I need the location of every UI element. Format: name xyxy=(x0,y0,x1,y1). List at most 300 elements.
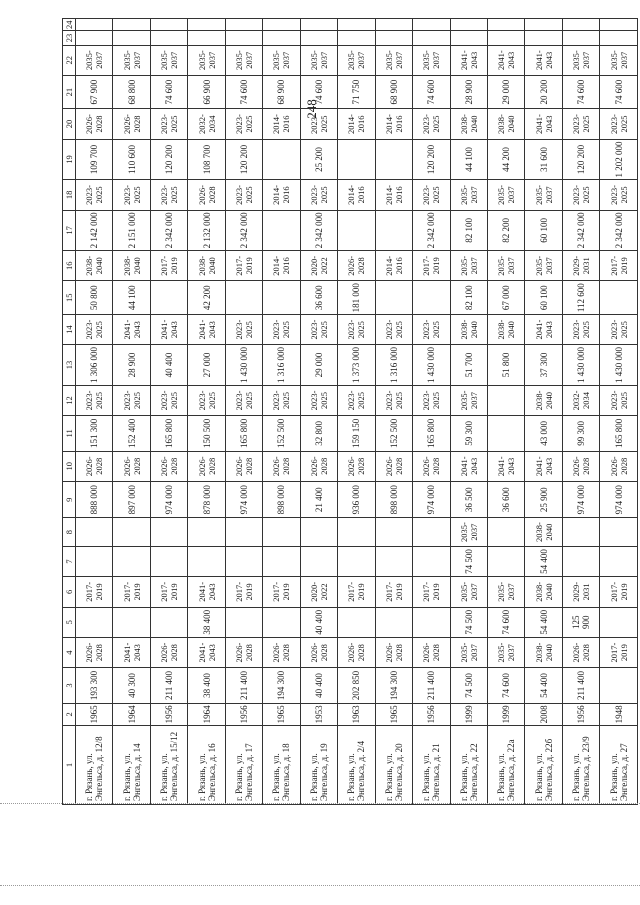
table-cell: 1963 xyxy=(338,703,375,725)
table-cell: 2017-2019 xyxy=(150,251,187,281)
table-row xyxy=(413,19,450,805)
table-cell: 28 900 xyxy=(450,75,487,108)
table-cell: 2035-2037 xyxy=(487,180,524,210)
table-cell: 898 000 xyxy=(263,481,300,517)
table-cell xyxy=(188,19,225,31)
table-row xyxy=(375,19,412,805)
table-cell: 50 800 xyxy=(76,281,113,314)
table-cell: 2017-2019 xyxy=(413,251,450,281)
table-cell: 2014-2016 xyxy=(338,109,375,139)
table-row xyxy=(562,19,599,805)
table-cell: 2038-2040 xyxy=(188,251,225,281)
table-cell xyxy=(113,31,150,45)
table-cell: 2038-2040 xyxy=(113,251,150,281)
table-cell: 74 600 xyxy=(487,668,524,703)
table-cell: 2017-2019 xyxy=(225,577,262,607)
table-cell: 2041-2043 xyxy=(188,314,225,344)
column-number: 21 xyxy=(63,75,76,108)
table-cell: 120 200 xyxy=(413,139,450,180)
address-cell: г. Рязань, ул. Энгельса, д. 16 xyxy=(188,726,225,805)
table-row xyxy=(225,19,262,805)
table-cell: 193 300 xyxy=(76,668,113,703)
address-cell: г. Рязань, ул. Энгельса, д. 22а xyxy=(487,726,524,805)
table-cell: 74 600 xyxy=(300,75,337,108)
table-cell: 2026-2028 xyxy=(338,637,375,667)
table-cell: 108 700 xyxy=(188,139,225,180)
column-number: 18 xyxy=(63,180,76,210)
table-cell: 2026-2028 xyxy=(188,451,225,481)
table-cell xyxy=(562,19,599,31)
table-cell: 38 400 xyxy=(188,668,225,703)
table-cell xyxy=(338,518,375,546)
column-number: 4 xyxy=(63,637,76,667)
table-cell: 2 342 000 xyxy=(150,210,187,251)
table-cell xyxy=(300,31,337,45)
column-number: 7 xyxy=(63,546,76,576)
table-cell: 878 000 xyxy=(188,481,225,517)
table-cell: 2038-2040 xyxy=(487,314,524,344)
table-cell: 2023-2025 xyxy=(600,180,638,210)
table-cell xyxy=(188,546,225,576)
table-cell: 2026-2028 xyxy=(375,451,412,481)
table-cell: 2038-2040 xyxy=(76,251,113,281)
column-number: 23 xyxy=(63,31,76,45)
table-cell: 2026-2028 xyxy=(76,109,113,139)
table-cell: 2017-2019 xyxy=(338,577,375,607)
column-number: 24 xyxy=(64,20,74,29)
table-cell: 74 600 xyxy=(487,607,524,637)
table-cell xyxy=(113,19,150,31)
table-cell: 165 800 xyxy=(150,416,187,451)
table-cell xyxy=(600,31,638,45)
table-cell: 2023-2025 xyxy=(113,385,150,415)
column-number: 9 xyxy=(63,481,76,517)
table-cell: 2008 xyxy=(525,703,562,725)
table-cell xyxy=(338,210,375,251)
table-cell: 2035-2037 xyxy=(225,45,262,75)
table-cell xyxy=(338,31,375,45)
table-cell xyxy=(300,546,337,576)
table-cell: 2023-2025 xyxy=(413,109,450,139)
table-cell: 2035-2037 xyxy=(413,45,450,75)
table-cell: 2035-2037 xyxy=(450,385,487,415)
table-cell: 2023-2025 xyxy=(225,385,262,415)
table-cell xyxy=(375,518,412,546)
table-cell xyxy=(413,19,450,31)
table-row xyxy=(113,19,150,805)
scan-noise-line xyxy=(0,803,640,805)
table-row xyxy=(487,19,524,805)
table-cell: 211 400 xyxy=(225,668,262,703)
table-cell: 2026-2028 xyxy=(113,451,150,481)
table-cell: 2023-2025 xyxy=(263,314,300,344)
table-cell: 974 000 xyxy=(150,481,187,517)
table-cell: 2023-2025 xyxy=(600,314,638,344)
table-cell xyxy=(562,31,599,45)
table-cell: 1964 xyxy=(113,703,150,725)
table-cell: 2026-2028 xyxy=(300,637,337,667)
table-cell: 1 430 000 xyxy=(600,345,638,386)
table-cell: 74 600 xyxy=(562,75,599,108)
table-cell: 2023-2025 xyxy=(76,385,113,415)
table-cell: 74 600 xyxy=(150,75,187,108)
table-row xyxy=(76,19,113,805)
table-cell: 2026-2028 xyxy=(562,451,599,481)
table-cell xyxy=(263,546,300,576)
table-cell: 2035-2037 xyxy=(487,637,524,667)
table-cell xyxy=(413,31,450,45)
table-cell xyxy=(487,546,524,576)
table-cell: 120 200 xyxy=(150,139,187,180)
table-cell: 2035-2037 xyxy=(338,45,375,75)
table-cell: 112 600 xyxy=(562,281,599,314)
table-cell: 2026-2028 xyxy=(263,637,300,667)
table-row xyxy=(263,19,300,805)
table-cell: 2026-2028 xyxy=(76,637,113,667)
table-cell: 1965 xyxy=(375,703,412,725)
table-cell: 2026-2028 xyxy=(150,637,187,667)
table-cell xyxy=(263,281,300,314)
table-cell: 2017-2019 xyxy=(263,577,300,607)
table-cell: 2 342 000 xyxy=(225,210,262,251)
column-number: 22 xyxy=(63,45,76,75)
table-cell xyxy=(600,607,638,637)
table-cell: 21 400 xyxy=(300,481,337,517)
table-cell: 29 000 xyxy=(487,75,524,108)
table-cell: 1 316 000 xyxy=(263,345,300,386)
table-cell: 60 100 xyxy=(525,281,562,314)
table-cell: 2032-2034 xyxy=(188,109,225,139)
column-number: 12 xyxy=(63,385,76,415)
table-cell xyxy=(600,668,638,703)
table-cell: 2 142 000 xyxy=(76,210,113,251)
table-cell: 1 430 000 xyxy=(413,345,450,386)
column-number: 14 xyxy=(63,314,76,344)
table-cell: 82 200 xyxy=(487,210,524,251)
table-cell: 2023-2025 xyxy=(338,314,375,344)
table-cell xyxy=(338,607,375,637)
table-cell: 51 700 xyxy=(450,345,487,386)
table-cell: 28 900 xyxy=(113,345,150,386)
table-cell: 2041-2043 xyxy=(525,451,562,481)
table-cell xyxy=(76,546,113,576)
table-cell: 2026-2028 xyxy=(225,637,262,667)
table-cell: 2038-2040 xyxy=(450,314,487,344)
table-cell: 2026-2028 xyxy=(413,451,450,481)
table-cell: 37 300 xyxy=(525,345,562,386)
table-cell xyxy=(263,139,300,180)
table-cell: 2023-2025 xyxy=(600,109,638,139)
table-cell xyxy=(375,210,412,251)
table-cell xyxy=(263,31,300,45)
table-cell: 2017-2019 xyxy=(76,577,113,607)
table-cell: 2029-2031 xyxy=(562,251,599,281)
table-cell: 1948 xyxy=(600,703,638,725)
table-cell: 2017-2019 xyxy=(600,577,638,607)
table-cell: 936 000 xyxy=(338,481,375,517)
table-cell: 40 300 xyxy=(113,668,150,703)
column-number: 17 xyxy=(63,210,76,251)
table-cell: 2035-2037 xyxy=(450,180,487,210)
table-cell: 2041-2043 xyxy=(450,45,487,75)
table-cell: 125 900 xyxy=(562,607,599,637)
table-cell: 43 000 xyxy=(525,416,562,451)
table-cell: 2026-2028 xyxy=(76,451,113,481)
table-cell: 2023-2025 xyxy=(300,314,337,344)
table-cell xyxy=(150,31,187,45)
table-cell xyxy=(338,19,375,31)
table-cell: 74 500 xyxy=(450,607,487,637)
table-cell: 159 150 xyxy=(338,416,375,451)
repair-schedule-table xyxy=(62,18,638,805)
table-cell xyxy=(375,607,412,637)
table-cell: 1956 xyxy=(562,703,599,725)
table-cell xyxy=(188,31,225,45)
table-cell: 20 200 xyxy=(525,75,562,108)
table-cell xyxy=(487,416,524,451)
table-cell: 74 600 xyxy=(413,75,450,108)
table-cell: 2035-2037 xyxy=(450,251,487,281)
table-cell: 2026-2028 xyxy=(113,109,150,139)
table-cell xyxy=(225,281,262,314)
column-number: 15 xyxy=(63,281,76,314)
table-cell xyxy=(375,19,412,31)
table-cell xyxy=(300,518,337,546)
table-cell: 2035-2037 xyxy=(450,637,487,667)
table-cell: 2041-2043 xyxy=(188,637,225,667)
column-number: 6 xyxy=(63,577,76,607)
table-cell: 2023-2025 xyxy=(113,180,150,210)
table-cell: 2026-2028 xyxy=(225,451,262,481)
table-cell: 2023-2025 xyxy=(263,385,300,415)
table-cell: 181 000 xyxy=(338,281,375,314)
table-cell: 74 500 xyxy=(450,546,487,576)
table-cell: 2020-2022 xyxy=(300,251,337,281)
table-cell: 2035-2037 xyxy=(300,45,337,75)
table-cell: 2038-2040 xyxy=(525,518,562,546)
table-row xyxy=(338,19,375,805)
table-cell: 44 200 xyxy=(487,139,524,180)
table-cell xyxy=(225,19,262,31)
table-cell: 2041-2043 xyxy=(525,45,562,75)
table-row xyxy=(150,19,187,805)
column-number: 11 xyxy=(63,416,76,451)
table-cell: 202 850 xyxy=(338,668,375,703)
page-number: 248 xyxy=(303,99,319,119)
table-cell: 1965 xyxy=(263,703,300,725)
table-cell: 109 700 xyxy=(76,139,113,180)
table-cell: 74 500 xyxy=(450,668,487,703)
table-cell: 2041-2043 xyxy=(525,109,562,139)
table-row xyxy=(525,19,562,805)
table-cell xyxy=(600,19,638,31)
table-cell xyxy=(562,546,599,576)
address-cell: г. Рязань, ул. Энгельса, д. 20 xyxy=(375,726,412,805)
table-cell xyxy=(263,518,300,546)
table-cell: 1956 xyxy=(150,703,187,725)
table-cell: 25 900 xyxy=(525,481,562,517)
address-cell: г. Рязань, ул. Энгельса, д. 17 xyxy=(225,726,262,805)
table-cell: 2017-2019 xyxy=(150,577,187,607)
table-cell: 2041-2043 xyxy=(525,314,562,344)
table-cell: 54 400 xyxy=(525,546,562,576)
table-cell: 54 400 xyxy=(525,607,562,637)
column-number: 5 xyxy=(63,607,76,637)
table-cell xyxy=(225,546,262,576)
table-cell xyxy=(525,31,562,45)
address-cell: г. Рязань, ул. Энгельса, д. 22б xyxy=(525,726,562,805)
table-cell: 1999 xyxy=(450,703,487,725)
table-cell xyxy=(263,210,300,251)
table-cell: 2026-2028 xyxy=(413,637,450,667)
table-cell xyxy=(76,518,113,546)
table-cell: 211 400 xyxy=(413,668,450,703)
table-cell: 2026-2028 xyxy=(263,451,300,481)
table-cell xyxy=(150,546,187,576)
table-cell xyxy=(600,281,638,314)
table-cell: 2014-2016 xyxy=(375,109,412,139)
table-cell: 2 342 000 xyxy=(600,210,638,251)
table-cell: 211 400 xyxy=(150,668,187,703)
table-cell: 2014-2016 xyxy=(375,180,412,210)
table-cell: 71 750 xyxy=(338,75,375,108)
table-cell: 60 100 xyxy=(525,210,562,251)
table-cell: 2017-2019 xyxy=(113,577,150,607)
table-cell xyxy=(150,518,187,546)
table-cell: 1 373 000 xyxy=(338,345,375,386)
table-cell xyxy=(450,19,487,31)
address-cell: г. Рязань, ул. Энгельса, д. 18 xyxy=(263,726,300,805)
table-cell: 2023-2025 xyxy=(150,180,187,210)
table-cell: 1956 xyxy=(225,703,262,725)
column-number: 8 xyxy=(63,518,76,546)
column-number: 1 xyxy=(63,726,76,805)
table-cell: 2017-2019 xyxy=(600,251,638,281)
table-cell: 194 300 xyxy=(263,668,300,703)
table-cell: 2014-2016 xyxy=(263,251,300,281)
table-cell: 110 600 xyxy=(113,139,150,180)
table-cell xyxy=(338,546,375,576)
scan-noise-line xyxy=(0,885,640,887)
table-cell: 40 400 xyxy=(300,668,337,703)
table-cell: 120 200 xyxy=(562,139,599,180)
table-cell xyxy=(413,546,450,576)
table-cell: 2035-2037 xyxy=(150,45,187,75)
table-cell: 2035-2037 xyxy=(76,45,113,75)
table-cell: 2035-2037 xyxy=(263,45,300,75)
table-cell xyxy=(150,19,187,31)
table-cell: 2020-2022 xyxy=(300,577,337,607)
table-cell: 36 600 xyxy=(487,481,524,517)
table-cell: 2014-2016 xyxy=(338,180,375,210)
table-cell: 2035-2037 xyxy=(525,180,562,210)
table-cell: 2041-2043 xyxy=(150,314,187,344)
table-cell: 2029-2031 xyxy=(562,577,599,607)
table-cell xyxy=(76,31,113,45)
table-cell: 38 400 xyxy=(188,607,225,637)
table-cell: 2035-2037 xyxy=(450,577,487,607)
table-cell: 2 151 000 xyxy=(113,210,150,251)
table-cell xyxy=(413,518,450,546)
table-cell xyxy=(150,281,187,314)
table-cell: 2035-2037 xyxy=(525,251,562,281)
table-cell: 42 200 xyxy=(188,281,225,314)
table-cell: 1999 xyxy=(487,703,524,725)
table-cell xyxy=(188,518,225,546)
table-cell: 2023-2025 xyxy=(338,385,375,415)
table-cell: 2026-2028 xyxy=(150,451,187,481)
table-cell: 2023-2025 xyxy=(562,314,599,344)
table-cell xyxy=(487,19,524,31)
table-cell: 2 342 000 xyxy=(562,210,599,251)
table-cell xyxy=(263,19,300,31)
table-cell: 2038-2040 xyxy=(525,577,562,607)
table-cell: 74 600 xyxy=(600,75,638,108)
table-cell: 974 000 xyxy=(600,481,638,517)
table-cell: 40 400 xyxy=(150,345,187,386)
table-cell: 2035-2037 xyxy=(487,251,524,281)
table-cell: 2026-2028 xyxy=(188,180,225,210)
table-cell: 898 000 xyxy=(375,481,412,517)
table-cell: 2041-2043 xyxy=(113,314,150,344)
table-cell: 2035-2037 xyxy=(450,518,487,546)
table-cell: 152 400 xyxy=(113,416,150,451)
table-cell: 2023-2025 xyxy=(300,180,337,210)
table-cell: 66 900 xyxy=(188,75,225,108)
table-cell: 1956 xyxy=(413,703,450,725)
table-cell: 2023-2025 xyxy=(300,385,337,415)
table-cell: 2023-2025 xyxy=(300,109,337,139)
table-cell: 2014-2016 xyxy=(375,251,412,281)
table-cell: 2023-2025 xyxy=(413,314,450,344)
table-cell xyxy=(113,607,150,637)
table-cell: 36 600 xyxy=(300,281,337,314)
column-number-row xyxy=(63,19,76,805)
table-cell: 2 132 000 xyxy=(188,210,225,251)
table-cell: 211 400 xyxy=(562,668,599,703)
table-cell: 2023-2025 xyxy=(375,314,412,344)
table-cell: 1 202 000 xyxy=(600,139,638,180)
table-cell xyxy=(450,31,487,45)
address-cell: г. Рязань, ул. Энгельса, д. 22 xyxy=(450,726,487,805)
table-cell: 2 342 000 xyxy=(413,210,450,251)
column-number: 19 xyxy=(63,139,76,180)
table-cell: 897 000 xyxy=(113,481,150,517)
table-cell xyxy=(225,31,262,45)
table-cell xyxy=(263,607,300,637)
table-cell: 54 400 xyxy=(525,668,562,703)
table-row xyxy=(188,19,225,805)
table-cell xyxy=(300,19,337,31)
table-cell: 2023-2025 xyxy=(150,109,187,139)
table-cell: 150 500 xyxy=(188,416,225,451)
table-cell: 2041-2043 xyxy=(188,577,225,607)
table-cell: 1 316 000 xyxy=(375,345,412,386)
table-cell: 152 500 xyxy=(263,416,300,451)
table-cell: 2014-2016 xyxy=(263,109,300,139)
table-cell: 2026-2028 xyxy=(375,637,412,667)
address-cell: г. Рязань, ул. Энгельса, д. 2/4 xyxy=(338,726,375,805)
table-cell: 2026-2028 xyxy=(338,451,375,481)
table-cell: 1 430 000 xyxy=(225,345,262,386)
table-row xyxy=(300,19,337,805)
table-cell xyxy=(113,546,150,576)
table-cell: 2023-2025 xyxy=(562,109,599,139)
table-cell: 2 342 000 xyxy=(300,210,337,251)
column-number: 10 xyxy=(63,451,76,481)
table-row xyxy=(450,19,487,805)
table-cell: 82 100 xyxy=(450,210,487,251)
